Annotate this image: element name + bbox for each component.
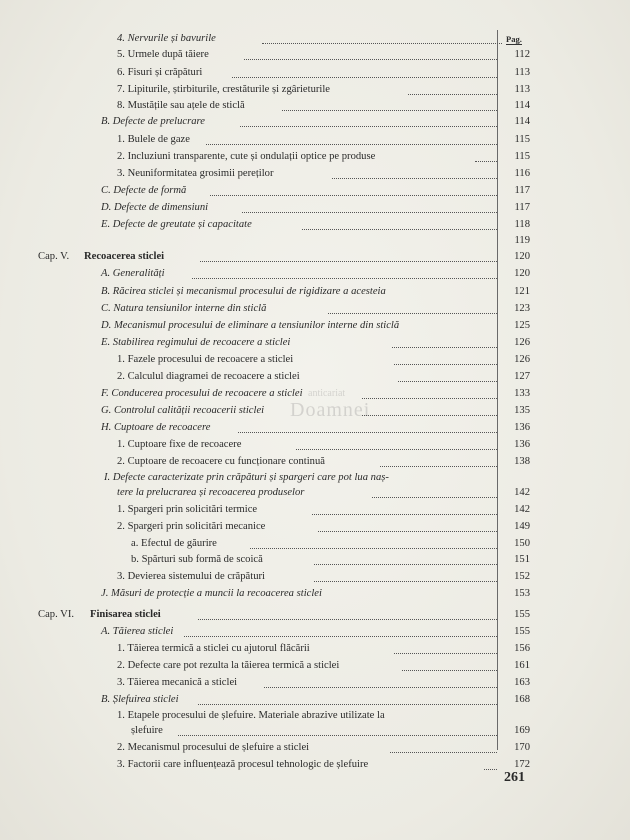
- toc-entry-text: A. Tăierea sticlei: [101, 626, 174, 637]
- toc-entry-text: 2. Cuptoare de recoacere cu funcționare continuă: [117, 456, 325, 467]
- pag-column-header: Pag.: [506, 34, 522, 44]
- toc-entry-text: 6. Fisuri și crăpături: [117, 67, 203, 78]
- toc-entry: [0, 642, 630, 656]
- toc-entry-text: 2. Incluziuni transparente, cute și ondulații optice pe produse: [117, 151, 376, 162]
- toc-leader: [210, 194, 497, 196]
- toc-leader: [264, 686, 497, 688]
- toc-entry: [0, 625, 630, 639]
- toc-entry: [0, 267, 630, 281]
- toc-leader: [206, 143, 497, 145]
- toc-page-number: 135: [514, 405, 530, 416]
- toc-page-number: 152: [514, 571, 530, 582]
- toc-chapter-entry: [0, 608, 630, 622]
- toc-page-number: 136: [514, 439, 530, 450]
- toc-entry-text: 1. Cuptoare fixe de recoacere: [117, 439, 242, 450]
- toc-chapter-label: Cap. V.: [38, 251, 70, 262]
- toc-entry: [0, 150, 630, 164]
- toc-leader: [302, 228, 497, 230]
- toc-leader: [362, 414, 497, 416]
- toc-entry-text: I. Defecte caracterizate prin crăpături și spargeri care pot lua naș-: [104, 472, 389, 483]
- toc-page-number: 149: [514, 521, 530, 532]
- toc-leader: [484, 768, 497, 770]
- toc-entry: [0, 302, 630, 316]
- toc-page-number: 117: [514, 185, 530, 196]
- toc-entry-text: G. Controlul calității recoacerii sticlei: [101, 405, 265, 416]
- toc-leader: [372, 496, 497, 498]
- toc-leader: [242, 211, 497, 213]
- toc-entry-text: a. Efectul de găurire: [131, 538, 217, 549]
- toc-chapter-entry: [0, 250, 630, 264]
- toc-leader: [332, 177, 497, 179]
- toc-entry: [0, 520, 630, 534]
- toc-page-number: 121: [514, 286, 530, 297]
- toc-page-number: 114: [514, 100, 530, 111]
- toc-page-number: 125: [514, 320, 530, 331]
- toc-page-number: 155: [514, 626, 530, 637]
- toc-entry: [0, 553, 630, 567]
- toc-entry-text: 4. Nervurile și bavurile: [117, 33, 216, 44]
- toc-leader: [192, 277, 497, 279]
- toc-leader: [380, 465, 497, 467]
- toc-page-number: 151: [514, 554, 530, 565]
- toc-leader: [250, 547, 497, 549]
- toc-leader: [318, 530, 497, 532]
- toc-leader: [328, 312, 497, 314]
- toc-entry-text: 3. Factorii care influențează procesul tehnologic de șlefuire: [117, 759, 369, 770]
- toc-page-number: 172: [514, 759, 530, 770]
- toc-page-number: 116: [514, 168, 530, 179]
- toc-page-number: 115: [514, 151, 530, 162]
- toc-entry: [0, 201, 630, 215]
- toc-entry: [0, 234, 630, 248]
- toc-leader: [390, 751, 497, 753]
- toc-entry: [0, 570, 630, 584]
- toc-entry: [0, 503, 630, 517]
- toc-entry: [0, 741, 630, 755]
- toc-page-number: 161: [514, 660, 530, 671]
- toc-page-number: 123: [514, 303, 530, 314]
- toc-leader: [408, 93, 497, 95]
- toc-leader: [314, 580, 497, 582]
- toc-entry: [0, 709, 630, 723]
- toc-entry: [0, 115, 630, 129]
- toc-page-number: 117: [514, 202, 530, 213]
- toc-entry: [0, 676, 630, 690]
- toc-entry: [0, 336, 630, 350]
- toc-page-number: 153: [514, 588, 530, 599]
- toc-page-number: 150: [514, 538, 530, 549]
- toc-entry: [0, 133, 630, 147]
- toc-entry: [0, 218, 630, 232]
- toc-entry: [0, 99, 630, 113]
- toc-leader: [200, 260, 497, 262]
- toc-page-number: 118: [514, 219, 530, 230]
- toc-page-number: 126: [514, 337, 530, 348]
- toc-entry-text: 2. Spargeri prin solicitări mecanice: [117, 521, 266, 532]
- toc-entry-text: C. Natura tensiunilor interne din sticlă: [101, 303, 267, 314]
- toc-leader: [184, 635, 497, 637]
- toc-entry: [0, 587, 630, 601]
- toc-entry-text: 3. Neuniformitatea grosimii pereților: [117, 168, 274, 179]
- toc-page-number: 115: [514, 134, 530, 145]
- toc-page-number: 113: [514, 84, 530, 95]
- toc-entry: [0, 659, 630, 673]
- toc-leader: [394, 652, 497, 654]
- toc-entry-text: 2. Calculul diagramei de recoacere a sticlei: [117, 371, 300, 382]
- toc-leader: [198, 703, 497, 705]
- toc-page-number: 169: [514, 725, 530, 736]
- toc-entry-text: E. Defecte de greutate și capacitate: [101, 219, 252, 230]
- toc-entry: [0, 353, 630, 367]
- toc-entry-text: 1. Fazele procesului de recoacere a sticlei: [117, 354, 294, 365]
- toc-entry-text: D. Defecte de dimensiuni: [101, 202, 209, 213]
- toc-entry-text: 5. Urmele după tăiere: [117, 49, 209, 60]
- toc-leader: [262, 42, 502, 44]
- toc-leader: [296, 448, 497, 450]
- toc-page-number: 155: [514, 609, 530, 620]
- toc-entry: [0, 438, 630, 452]
- toc-entry: [0, 486, 630, 500]
- toc-entry: [0, 370, 630, 384]
- toc-entry: [0, 167, 630, 181]
- toc-entry-text: 3. Devierea sistemului de crăpături: [117, 571, 265, 582]
- toc-leader: [198, 618, 497, 620]
- toc-leader: [244, 58, 497, 60]
- toc-leader: [362, 397, 497, 399]
- toc-entry-text: A. Generalități: [101, 268, 165, 279]
- toc-entry-text: D. Mecanismul procesului de eliminare a tensiunilor interne din sticlă: [101, 320, 400, 331]
- toc-entry: [0, 319, 630, 333]
- toc-page-number: 156: [514, 643, 530, 654]
- toc-entry-text: C. Defecte de formă: [101, 185, 187, 196]
- page-number: 261: [504, 770, 525, 785]
- toc-entry-text: 2. Mecanismul procesului de șlefuire a sticlei: [117, 742, 310, 753]
- toc-page-number: 127: [514, 371, 530, 382]
- toc-entry: [0, 455, 630, 469]
- toc-leader: [240, 125, 497, 127]
- toc-entry-text: b. Spărturi sub formă de scoică: [131, 554, 263, 565]
- toc-leader: [392, 346, 497, 348]
- toc-leader: [232, 76, 497, 78]
- toc-entry-text: 8. Mustățile sau ațele de sticlă: [117, 100, 245, 111]
- toc-entry: [0, 387, 630, 401]
- toc-leader: [314, 563, 497, 565]
- toc-entry: [0, 184, 630, 198]
- toc-entry-text: 1. Tăierea termică a sticlei cu ajutorul flăcării: [117, 643, 310, 654]
- toc-entry-text: J. Măsuri de protecție a muncii la recoacerea sticlei: [101, 588, 322, 599]
- toc-page-number: 120: [514, 268, 530, 279]
- toc-page-number: 163: [514, 677, 530, 688]
- toc-entry: [0, 471, 630, 485]
- toc-entry: [0, 48, 630, 62]
- toc-page-number: 168: [514, 694, 530, 705]
- toc-entry-text: 1. Bulele de gaze: [117, 134, 190, 145]
- toc-leader: [312, 513, 497, 515]
- toc-leader: [394, 363, 497, 365]
- toc-entry: [0, 758, 630, 772]
- watermark-line2: Doamnei: [290, 399, 371, 421]
- toc-chapter-title: Recoacerea sticlei: [84, 251, 165, 262]
- toc-entry-text: H. Cuptoare de recoacere: [101, 422, 211, 433]
- toc-entry: [0, 66, 630, 80]
- toc-page-number: 136: [514, 422, 530, 433]
- watermark-line1: anticariat: [308, 388, 346, 399]
- toc-page-number: 133: [514, 388, 530, 399]
- toc-page-number: 142: [514, 504, 530, 515]
- toc-entry-text: 1. Etapele procesului de șlefuire. Materiale abrazive utilizate la: [117, 710, 385, 721]
- toc-page-number: 119: [514, 235, 530, 246]
- toc-entry: [0, 32, 630, 46]
- toc-leader: [398, 380, 497, 382]
- toc-page-number: 142: [514, 487, 530, 498]
- toc-entry-text: tere la prelucrarea și recoacerea produselor: [117, 487, 305, 498]
- toc-entry-text: 3. Tăierea mecanică a sticlei: [117, 677, 238, 688]
- toc-entry-text: B. Șlefuirea sticlei: [101, 694, 179, 705]
- toc-page-number: 114: [514, 116, 530, 127]
- toc-leader: [282, 109, 497, 111]
- toc-entry-text: B. Răcirea sticlei și mecanismul procesului de rigidizare a acesteia: [101, 286, 386, 297]
- toc-entry: [0, 724, 630, 738]
- toc-page-number: 113: [514, 67, 530, 78]
- toc-leader: [475, 160, 497, 162]
- toc-page-number: 112: [514, 49, 530, 60]
- toc-leader: [238, 431, 497, 433]
- toc-entry-text: 7. Lipiturile, știrbiturile, crestăturile și zgârieturile: [117, 84, 330, 95]
- toc-chapter-title: Finisarea sticlei: [90, 609, 161, 620]
- toc-page-number: 138: [514, 456, 530, 467]
- toc-leader: [178, 734, 497, 736]
- toc-entry-text: 2. Defecte care pot rezulta la tăierea termică a sticlei: [117, 660, 340, 671]
- toc-page-number: 120: [514, 251, 530, 262]
- toc-entry: [0, 537, 630, 551]
- toc-entry-text: B. Defecte de prelucrare: [101, 116, 205, 127]
- toc-entry: [0, 421, 630, 435]
- toc-leader: [402, 669, 497, 671]
- toc-entry: [0, 285, 630, 299]
- toc-page-number: 126: [514, 354, 530, 365]
- toc-page-number: 170: [514, 742, 530, 753]
- toc-entry-text: E. Stabilirea regimului de recoacere a sticlei: [101, 337, 291, 348]
- toc-entry-text: 1. Spargeri prin solicitări termice: [117, 504, 258, 515]
- toc-entry-text: șlefuire: [131, 725, 163, 736]
- toc-entry: [0, 693, 630, 707]
- toc-entry: [0, 404, 630, 418]
- toc-chapter-label: Cap. VI.: [38, 609, 74, 620]
- toc-entry: [0, 83, 630, 97]
- toc-entry-text: F. Conducerea procesului de recoacere a sticlei: [101, 388, 303, 399]
